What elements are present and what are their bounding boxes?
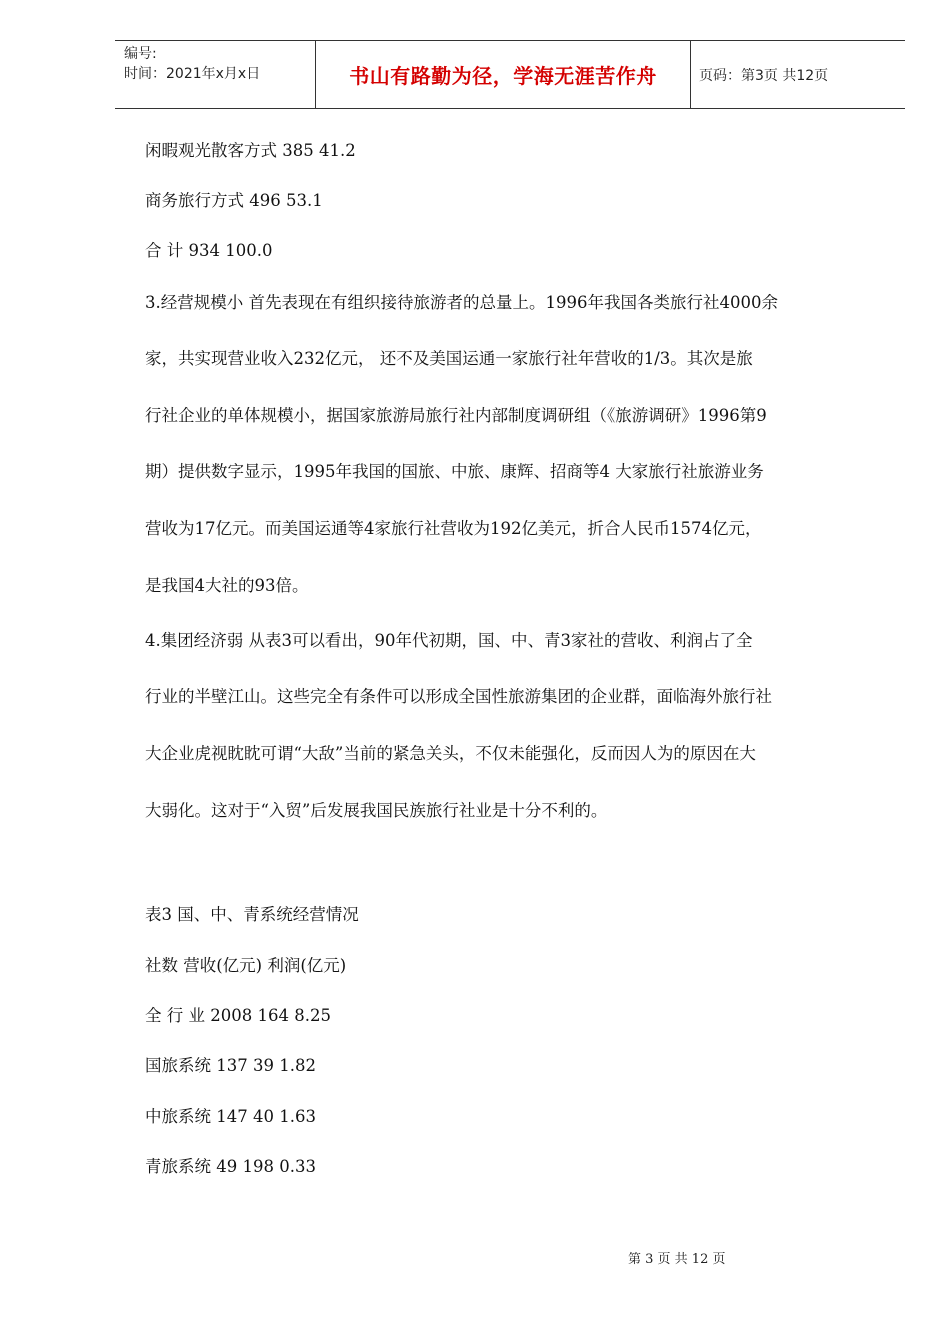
text-line: 期）提供数字显示，1995年我国的国旅、中旅、康辉、招商等4 大家旅行社旅游业务 <box>145 462 764 481</box>
text-line: 行社企业的单体规模小，据国家旅游局旅行社内部制度调研组（《旅游调研》1996第9 <box>145 406 767 425</box>
text-line: 闲暇观光散客方式 385 41.2 <box>145 141 356 160</box>
table-row: 中旅系统 147 40 1.63 <box>145 1107 316 1126</box>
motto-text: 书山有路勤为径，学海无涯苦作舟 <box>349 64 657 88</box>
text-line: 3.经营规模小 首先表现在有组织接待旅游者的总量上。1996年我国各类旅行社4000余 <box>145 293 778 312</box>
time-label: 时间：2021年x月x日 <box>124 66 261 82</box>
table-header-row: 社数 营收(亿元) 利润(亿元) <box>145 956 347 975</box>
header-page-info: 页码：第3页 共12页 <box>699 67 829 84</box>
text-line: 是我国4大社的93倍。 <box>145 576 309 595</box>
page-footer: 第 3 页 共 12 页 <box>628 1252 726 1267</box>
table-row: 国旅系统 137 39 1.82 <box>145 1056 316 1075</box>
text-line: 行业的半壁江山。这些完全有条件可以形成全国性旅游集团的企业群，面临海外旅行社 <box>145 687 772 706</box>
text-line: 大企业虎视眈眈可谓“大敌”当前的紧急关头，不仅未能强化，反而因人为的原因在大 <box>145 744 756 763</box>
text-line: 家，共实现营业收入232亿元， 还不及美国运通一家旅行社年营收的1/3。其次是旅 <box>145 349 753 368</box>
table-row: 全 行 业 2008 164 8.25 <box>145 1006 331 1025</box>
table-row: 青旅系统 49 198 0.33 <box>145 1157 316 1176</box>
text-line: 4.集团经济弱 从表3可以看出，90年代初期，国、中、青3家社的营收、利润占了全 <box>145 631 753 650</box>
page-header <box>115 40 905 109</box>
text-line: 商务旅行方式 496 53.1 <box>145 191 323 210</box>
text-line: 营收为17亿元。而美国运通等4家旅行社营收为192亿美元，折合人民币1574亿元， <box>145 519 762 538</box>
header-page-cell <box>690 41 905 108</box>
header-motto-cell <box>315 41 691 108</box>
header-meta <box>115 41 315 108</box>
text-line: 合 计 934 100.0 <box>145 241 273 260</box>
text-line: 大弱化。这对于“入贸”后发展我国民族旅行社业是十分不利的。 <box>145 801 608 820</box>
table-caption: 表3 国、中、青系统经营情况 <box>145 905 359 924</box>
serial-label: 编号: <box>124 46 157 62</box>
